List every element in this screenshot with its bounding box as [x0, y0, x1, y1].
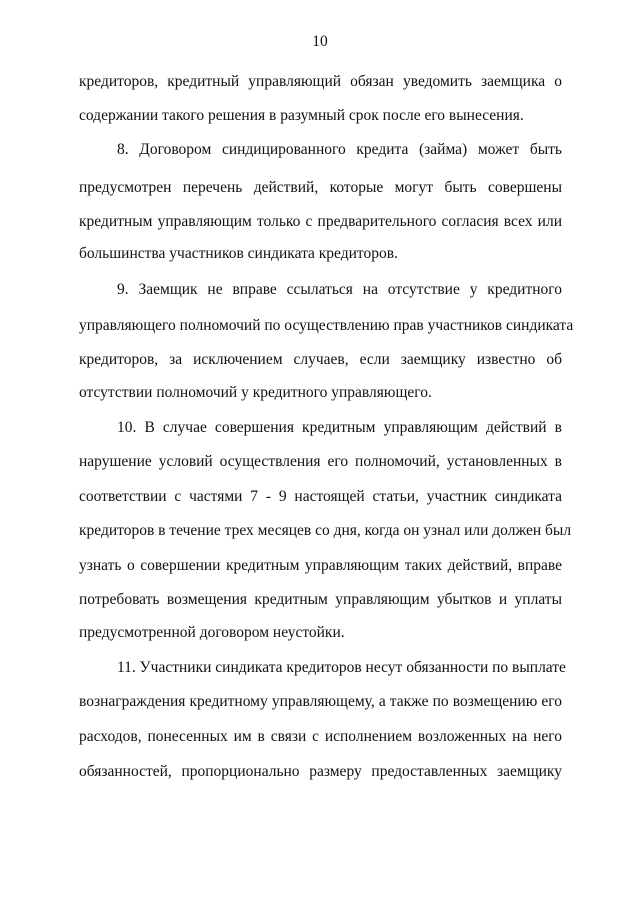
paragraph-9-first-line: 9. Заемщик не вправе ссылаться на отсутствие у кредитного [117, 281, 562, 298]
text-line: вознаграждения кредитному управляющему, а также по возмещению его [79, 693, 562, 710]
text-line: обязанностей, пропорционально размеру предоставленных заемщику [79, 763, 562, 780]
text-line: управляющего полномочий по осуществлению прав участников синдиката [79, 317, 574, 334]
text-line: узнать о совершении кредитным управляющим таких действий, вправе [79, 557, 562, 574]
text-line: соответствии с частями 7 - 9 настоящей статьи, участник синдиката [79, 488, 562, 505]
paragraph-8-first-line: 8. Договором синдицированного кредита (займа) может быть [117, 141, 562, 158]
paragraph-11-first-line: 11. Участники синдиката кредиторов несут обязанности по выплате [117, 659, 566, 676]
text-line: кредиторов, кредитный управляющий обязан уведомить заемщика о [79, 73, 562, 90]
text-line: расходов, понесенных им в связи с исполнением возложенных на него [79, 728, 562, 745]
text-line: нарушение условий осуществления его полномочий, установленных в [79, 453, 562, 470]
text-line: отсутствии полномочий у кредитного управляющего. [79, 384, 432, 401]
page-number: 10 [312, 33, 328, 50]
text-line: предусмотрен перечень действий, которые могут быть совершены [79, 179, 562, 196]
text-line: потребовать возмещения кредитным управляющим убытков и уплаты [79, 591, 562, 608]
paragraph-10-first-line: 10. В случае совершения кредитным управляющим действий в [117, 419, 562, 436]
text-line: кредиторов, за исключением случаев, если заемщику известно об [79, 351, 562, 368]
text-line: большинства участников синдиката кредиторов. [79, 245, 398, 262]
text-line: кредитным управляющим только с предварительного согласия всех или [79, 213, 562, 230]
text-line: предусмотренной договором неустойки. [79, 624, 345, 641]
text-line: содержании такого решения в разумный срок после его вынесения. [79, 107, 524, 124]
text-line: кредиторов в течение трех месяцев со дня, когда он узнал или должен был [79, 522, 572, 539]
